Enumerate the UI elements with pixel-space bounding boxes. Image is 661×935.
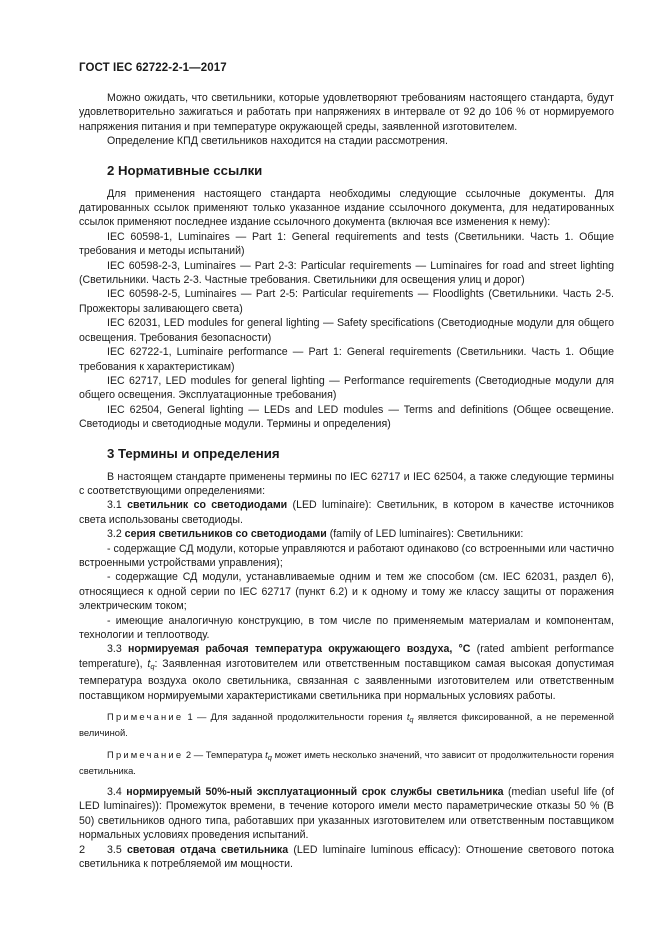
intro-paragraph-1: Можно ожидать, что светильники, которые удовлетворяют требованиям настоящего стандарта, будут удовлетворительно зажигаться и работать при напряжениях в интервале от 92 до 106 % от нормируемого напряжения питания и при температуре окружающей среды, заявленной изготовителем. — [79, 92, 614, 133]
page-number: 2 — [79, 844, 86, 856]
term-definition: (LED luminaire luminous efficacy): Отношение светового потока светильника к потребляемой им мощности. — [79, 843, 614, 871]
symbol: t — [265, 749, 268, 761]
term-english: (rated ambient performance temperature), — [79, 643, 615, 670]
section-2-heading: 2 Нормативные ссылки — [107, 162, 263, 178]
list-item: - содержащие СД модули, устанавливаемые одним и тем же способом (см. IEC 62031, раздел 6), относящиеся к одной серии по IEC 62717 (пункт 6.2) и к одному и тому же классу защиты от поражения электрическим током; — [79, 571, 614, 613]
note-label: Примечание — [107, 749, 184, 761]
symbol-subscript: q — [267, 753, 272, 763]
document-body — [79, 91, 614, 871]
section-3-heading: 3 Термины и определения — [107, 445, 280, 461]
term-number: 3.4 — [107, 786, 127, 799]
term-definition: (median useful life (of LED luminaires)): Промежуток времени, в течение которого имели место параметрические отказы 50 % (B 50) светильников одного типа, работавших при указанных изготовителем или ответственным поставщиком нормальных условиях проведения испытаний. — [79, 786, 614, 842]
note-text: 1 — Для заданной продолжительности горения — [183, 711, 407, 723]
term-name: нормируемая рабочая температура окружающего воздуха — [127, 643, 450, 656]
note-1 — [79, 710, 614, 739]
section-3-lead: В настоящем стандарте применены термины по IEC 62717 и IEC 62504, а также следующие термины с соответствующими определениями: — [79, 470, 614, 497]
list-item: - имеющие аналогичную конструкцию, в том числе по применяемым материалам и компонентам, технологии и теплоотводу. — [79, 614, 614, 641]
term-3-5 — [79, 843, 614, 872]
term-number: 3.1 — [107, 499, 128, 512]
term-number: 3.3 — [107, 643, 128, 656]
document-header: ГОСТ IEC 62722-2-1—2017 — [79, 62, 227, 74]
term-3-3 — [79, 642, 614, 703]
symbol: t — [147, 657, 151, 670]
section-2-lead: Для применения настоящего стандарта необходимы следующие ссылочные документы. Для датированных ссылок применяют только указанное издание ссылочного документа, для недатированных ссылок применяют последнее издание ссылочного документа (включая все изменения к нему): — [79, 187, 614, 229]
reference-item: IEC 62717, LED modules for general lighting — Performance requirements (Светодиодные модули для общего освещения. Эксплуатационные требования) — [79, 374, 614, 402]
reference-item: IEC 62722-1, Luminaire performance — Part 1: General requirements (Светильники. Часть 1. Общие требования к характеристикам) — [79, 346, 614, 373]
term-name: нормируемый 50%-ный эксплуатационный срок службы светильника — [126, 786, 504, 799]
note-text-rest: является фиксированной, а не переменной величиной. — [79, 711, 614, 739]
term-name: светильник со светодиодами — [127, 499, 288, 512]
note-text: 2 — Температура — [183, 749, 266, 761]
list-item: - содержащие СД модули, которые управляются и работают одинаково (со встроенными или частично встроенными устройствами управления); — [79, 542, 614, 569]
reference-item: IEC 60598-2-3, Luminaires — Part 2-3: Particular requirements — Luminaires for road and street lighting (Светильники. Часть 2-3. Частные требования. Светильники для освещения улиц и дорог) — [79, 259, 614, 287]
note-2 — [79, 748, 614, 777]
note-label: Примечание — [107, 711, 184, 723]
note-text-rest: может иметь несколько значений, что зависит от продолжительности горения светильника. — [79, 749, 614, 777]
term-3-4 — [79, 785, 614, 843]
term-3-1 — [79, 498, 614, 527]
term-name: серия светильников со светодиодами — [124, 528, 327, 541]
reference-item: IEC 62504, General lighting — LEDs and LED modules — Terms and definitions (Общее освещение. Светодиоды и светодиодные модули. Термины и определения) — [79, 403, 614, 431]
reference-item: IEC 62031, LED modules for general lighting — Safety specifications (Светодиодные модули для общего освещения. Требования безопасности) — [79, 317, 614, 344]
term-3-2 — [79, 527, 614, 541]
reference-item: IEC 60598-1, Luminaires — Part 1: General requirements and tests (Светильники. Часть 1. Общие требования и методы испытаний) — [79, 230, 614, 258]
term-number: 3.2 — [107, 528, 125, 541]
term-definition: : Заявленная изготовителем или ответственным поставщиком самая высокая допустимая температура воздуха около светильника, связанная с заявленными изготовителем или ответственным поставщиком нормируемыми характеристиками светильника при нормальных условиях работы. — [79, 657, 614, 702]
term-unit: , °C — [449, 643, 471, 656]
term-name: световая отдача светильника — [126, 843, 289, 856]
term-definition: (LED luminaire): Светильник, в котором в качестве источников света использованы светодиоды. — [79, 499, 614, 526]
term-number: 3.5 — [107, 843, 127, 856]
symbol: t — [406, 711, 410, 723]
symbol-subscript: q — [409, 715, 414, 725]
reference-item: IEC 60598-2-5, Luminaires — Part 2-5: Particular requirements — Floodlights (Светильники. Часть 2-5. Прожекторы заливающего света) — [79, 288, 614, 315]
symbol-subscript: q — [150, 661, 155, 671]
term-definition: (family of LED luminaires): Светильники: — [326, 528, 524, 541]
intro-paragraph-2: Определение КПД светильников находится на стадии рассмотрения. — [107, 135, 448, 148]
